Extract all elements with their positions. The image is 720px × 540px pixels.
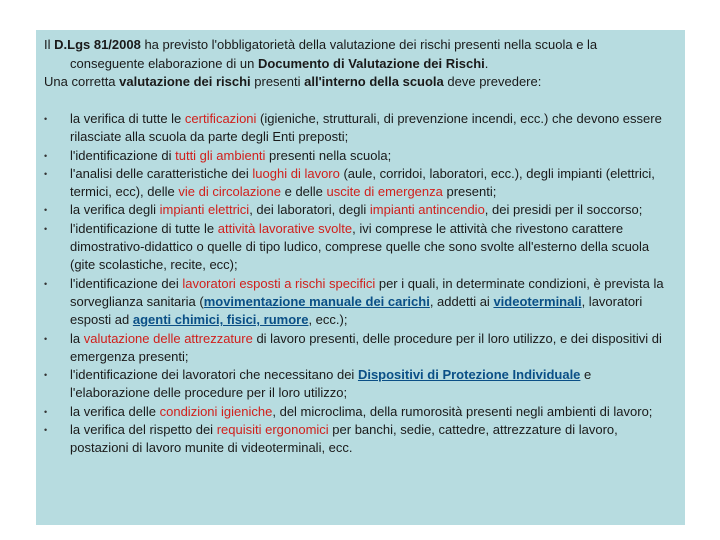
highlight-text: impianti elettrici bbox=[159, 202, 250, 218]
item-text: presenti nella scuola; bbox=[265, 147, 392, 163]
item-text: per banchi, sedie, cattedre, attrezzature di lavoro, postazioni di lavoro munite di videoterminali, ecc. bbox=[70, 422, 618, 456]
list-item bbox=[44, 165, 669, 202]
item-text: , dei presidi per il soccorso; bbox=[484, 202, 643, 218]
list-item bbox=[44, 275, 669, 330]
bullet-icon: • bbox=[44, 278, 48, 289]
highlight-text: uscite di emergenza bbox=[326, 184, 443, 200]
item-text: , addetti ai bbox=[429, 293, 494, 309]
list-item bbox=[44, 201, 669, 219]
highlight-text: luoghi di lavoro bbox=[252, 165, 340, 181]
bullet-icon: • bbox=[44, 223, 48, 234]
link-movimentazione-carichi[interactable]: movimentazione manuale dei carichi bbox=[203, 293, 430, 309]
item-text: l'identificazione di tutte le bbox=[70, 220, 218, 236]
highlight-text: condizioni igieniche bbox=[159, 403, 273, 419]
item-text: la verifica del rispetto dei bbox=[70, 422, 217, 438]
item-text: , lavoratori esposti ad bbox=[70, 293, 643, 328]
list-item bbox=[44, 366, 669, 403]
item-text: la verifica di tutte le bbox=[70, 111, 185, 126]
bullet-icon: • bbox=[44, 150, 48, 161]
highlight-text: requisiti ergonomici bbox=[216, 422, 329, 438]
highlight-text: certificazioni bbox=[184, 111, 257, 126]
item-text: per i quali, in determinate condizioni, è prevista la sorveglianza sanitaria ( bbox=[70, 275, 664, 309]
link-agenti-chimici-fisici[interactable]: agenti chimici, fisici, rumore bbox=[132, 312, 309, 328]
highlight-text: impianti antincendio bbox=[369, 202, 485, 218]
link-videoterminali[interactable]: videoterminali bbox=[493, 293, 582, 309]
item-text: (aule, corridoi, laboratori, ecc.), degli impianti (elettrici, termici, ecc), delle bbox=[70, 165, 655, 200]
intro-text-run: conseguente elaborazione di un bbox=[70, 55, 258, 71]
item-text: di lavoro presenti, delle procedure per il loro utilizzo, e dei dispositivi di emergenza presenti; bbox=[70, 330, 662, 364]
item-text: presenti; bbox=[442, 184, 497, 200]
item-text: l'analisi delle caratteristiche dei bbox=[70, 165, 253, 181]
intro-text bbox=[44, 36, 674, 92]
highlight-text: attività lavorative svolte bbox=[217, 220, 353, 236]
content-panel bbox=[36, 30, 685, 525]
bullet-icon: • bbox=[44, 425, 48, 436]
intro-text-run: Il bbox=[44, 37, 55, 52]
item-text: , ecc.); bbox=[308, 312, 348, 328]
highlight-text: valutazione delle attrezzature bbox=[83, 330, 253, 346]
intro-text-run: ha previsto l'obbligatorietà della valutazione dei rischi presenti nella scuola e la bbox=[140, 37, 598, 52]
item-text: (igieniche, strutturali, di prevenzione incendi, ecc.) che devono essere rilasciate alla scuola da parte degli Enti preposti; bbox=[70, 111, 662, 145]
link-dpi[interactable]: Dispositivi di Protezione Individuale bbox=[357, 367, 581, 383]
list-item bbox=[44, 403, 669, 421]
bullet-icon: • bbox=[44, 168, 48, 179]
item-text: l'identificazione dei lavoratori che necessitano dei bbox=[70, 367, 358, 383]
emphasis-text: valutazione dei rischi bbox=[119, 74, 251, 89]
intro-text-run: . bbox=[484, 55, 489, 71]
intro-line-1 bbox=[44, 36, 674, 55]
intro-line-2 bbox=[44, 55, 674, 74]
item-text: la verifica delle bbox=[70, 403, 160, 419]
list-item bbox=[44, 110, 669, 147]
intro-text-run: presenti bbox=[250, 74, 305, 89]
highlight-text: lavoratori esposti a rischi specifici bbox=[182, 275, 376, 291]
item-text: l'identificazione dei bbox=[70, 275, 183, 291]
bullet-icon: • bbox=[44, 333, 48, 344]
item-text: e l'elaborazione delle procedure per il loro utilizzo; bbox=[70, 367, 592, 401]
law-reference: D.Lgs 81/2008 bbox=[54, 37, 141, 52]
list-item bbox=[44, 147, 669, 165]
intro-line-3 bbox=[44, 73, 674, 92]
bullet-icon: • bbox=[44, 114, 48, 124]
list-item bbox=[44, 220, 669, 275]
item-text: la verifica degli bbox=[70, 202, 160, 218]
bullet-icon: • bbox=[44, 205, 48, 216]
highlight-text: tutti gli ambienti bbox=[175, 147, 266, 163]
item-text: , del microclima, della rumorosità presenti negli ambienti di lavoro; bbox=[272, 403, 653, 419]
requirements-list bbox=[44, 110, 669, 458]
intro-text-run: deve prevedere: bbox=[443, 74, 542, 89]
item-text: e delle bbox=[280, 184, 327, 200]
highlight-text: vie di circolazione bbox=[178, 184, 281, 200]
document-name: Documento di Valutazione dei Rischi bbox=[257, 55, 485, 71]
item-text: la bbox=[70, 330, 84, 346]
item-text: , ivi comprese le attività che rivestono carattere dimostrativo-didattico o quelle di tipo ludico, comprese quelle che sono svolte all'esterno della scuola (gite scolastiche, recite, ecc); bbox=[70, 220, 650, 273]
emphasis-text: all'interno della scuola bbox=[304, 74, 444, 89]
intro-text-run: Una corretta bbox=[44, 74, 120, 89]
item-text: l'identificazione di bbox=[70, 147, 176, 163]
item-text: , dei laboratori, degli bbox=[249, 202, 370, 218]
bullet-icon: • bbox=[44, 370, 48, 381]
list-item bbox=[44, 421, 669, 458]
bullet-icon: • bbox=[44, 406, 48, 417]
list-item bbox=[44, 330, 669, 367]
